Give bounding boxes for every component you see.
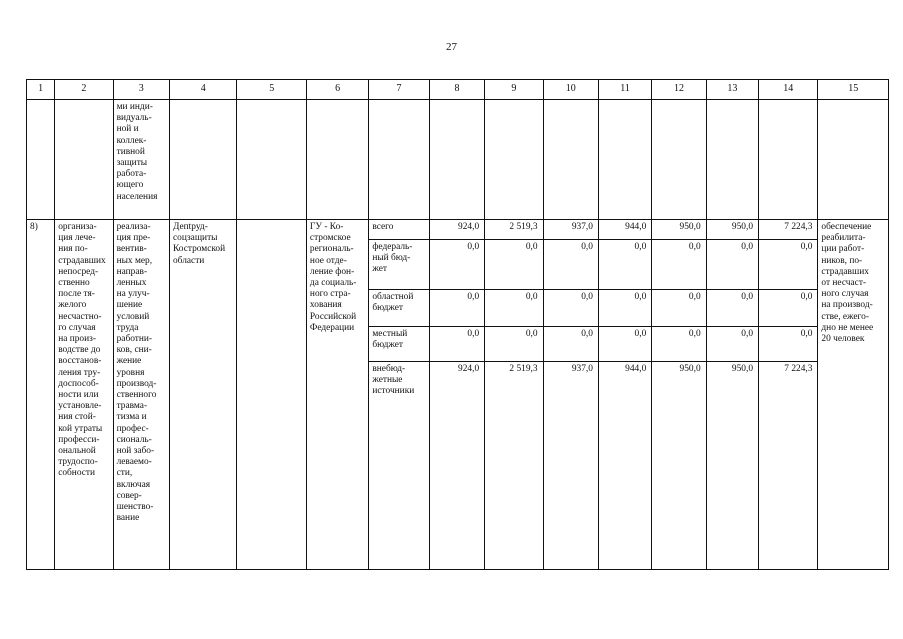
funding-value: 7 224,3 — [759, 220, 818, 240]
col-header: 12 — [652, 80, 706, 100]
col-header: 13 — [706, 80, 758, 100]
row-number: 8) — [27, 220, 55, 570]
col-header: 4 — [169, 80, 236, 100]
funding-value: 0,0 — [485, 327, 543, 362]
column-number-row — [27, 80, 889, 100]
funding-value: 0,0 — [759, 290, 818, 327]
funding-value: 2 519,3 — [485, 220, 543, 240]
col5-empty — [237, 220, 306, 570]
funding-value: 950,0 — [652, 362, 706, 570]
funding-source-label: областной бюджет — [369, 290, 429, 327]
funding-value: 0,0 — [706, 290, 758, 327]
funding-value: 0,0 — [543, 327, 598, 362]
funding-value: 0,0 — [706, 327, 758, 362]
funding-value: 924,0 — [429, 362, 484, 570]
funding-value: 0,0 — [485, 290, 543, 327]
funding-value: 0,0 — [429, 290, 484, 327]
continuation-row — [27, 100, 889, 220]
funding-source-label: местный бюджет — [369, 327, 429, 362]
expected-result: обеспечение реабилита- ции работ- ников, по- страдавших от несчаст- ного случая на производ- стве, ежего- дно не менее 20 человек — [818, 220, 889, 570]
col-header: 7 — [369, 80, 429, 100]
funding-source-label: всего — [369, 220, 429, 240]
funding-value: 0,0 — [706, 240, 758, 290]
funding-value: 0,0 — [485, 240, 543, 290]
row-8-total — [27, 220, 889, 240]
col-header: 6 — [306, 80, 368, 100]
funding-value: 924,0 — [429, 220, 484, 240]
funding-source-label: федераль- ный бюд- жет — [369, 240, 429, 290]
funding-source-label: внебюд- жетные источники — [369, 362, 429, 570]
funding-value: 0,0 — [598, 327, 651, 362]
col-header: 1 — [27, 80, 55, 100]
col-header: 11 — [598, 80, 651, 100]
continued-purpose-text: ми инди- видуаль- ной и коллек- тивной защиты работа- ющего населения — [113, 100, 169, 220]
event-purpose: реализа- ция пре- вентив- ных мер, направ- ленных на улуч- шение условий труда работни- ков, сни- жение уровня производ- ственного травма- тизма и профес- сиональ- ной забо- леваемо- сти, включая совер- шенство- вание — [113, 220, 169, 570]
funding-value: 944,0 — [598, 220, 651, 240]
funding-value: 0,0 — [598, 290, 651, 327]
responsible-executor: Депtруд- соцзащиты Костромской области — [169, 220, 236, 570]
col-header: 8 — [429, 80, 484, 100]
funding-value: 7 224,3 — [759, 362, 818, 570]
funding-value: 937,0 — [543, 220, 598, 240]
col-header: 14 — [759, 80, 818, 100]
funding-value: 0,0 — [543, 240, 598, 290]
col-header: 2 — [55, 80, 113, 100]
funding-value: 0,0 — [652, 240, 706, 290]
funding-value: 2 519,3 — [485, 362, 543, 570]
funding-value: 0,0 — [598, 240, 651, 290]
co-executor: ГУ - Ко- стромское региональ- ное отде- ление фон- да социаль- ного стра- хования Российской Федерации — [306, 220, 368, 570]
funding-value: 0,0 — [759, 327, 818, 362]
col-header: 3 — [113, 80, 169, 100]
funding-value: 950,0 — [652, 220, 706, 240]
funding-value: 0,0 — [652, 327, 706, 362]
funding-value: 950,0 — [706, 220, 758, 240]
funding-value: 944,0 — [598, 362, 651, 570]
funding-value: 950,0 — [706, 362, 758, 570]
funding-value: 0,0 — [543, 290, 598, 327]
col-header: 5 — [237, 80, 306, 100]
event-description: организа- ция лече- ния по- страдавших непосред- ственно после тя- желого несчастно- го случая на произ- водстве до восстанов- ления тру- доспособ- ности или установле- ния стой- кой утраты професси- ональной трудоспо- собности — [55, 220, 113, 570]
funding-value: 0,0 — [652, 290, 706, 327]
funding-value: 0,0 — [759, 240, 818, 290]
funding-value: 937,0 — [543, 362, 598, 570]
funding-value: 0,0 — [429, 240, 484, 290]
col-header: 10 — [543, 80, 598, 100]
funding-value: 0,0 — [429, 327, 484, 362]
col-header: 9 — [485, 80, 543, 100]
page-number: 27 — [446, 41, 457, 53]
program-table — [26, 79, 889, 570]
col-header: 15 — [818, 80, 889, 100]
